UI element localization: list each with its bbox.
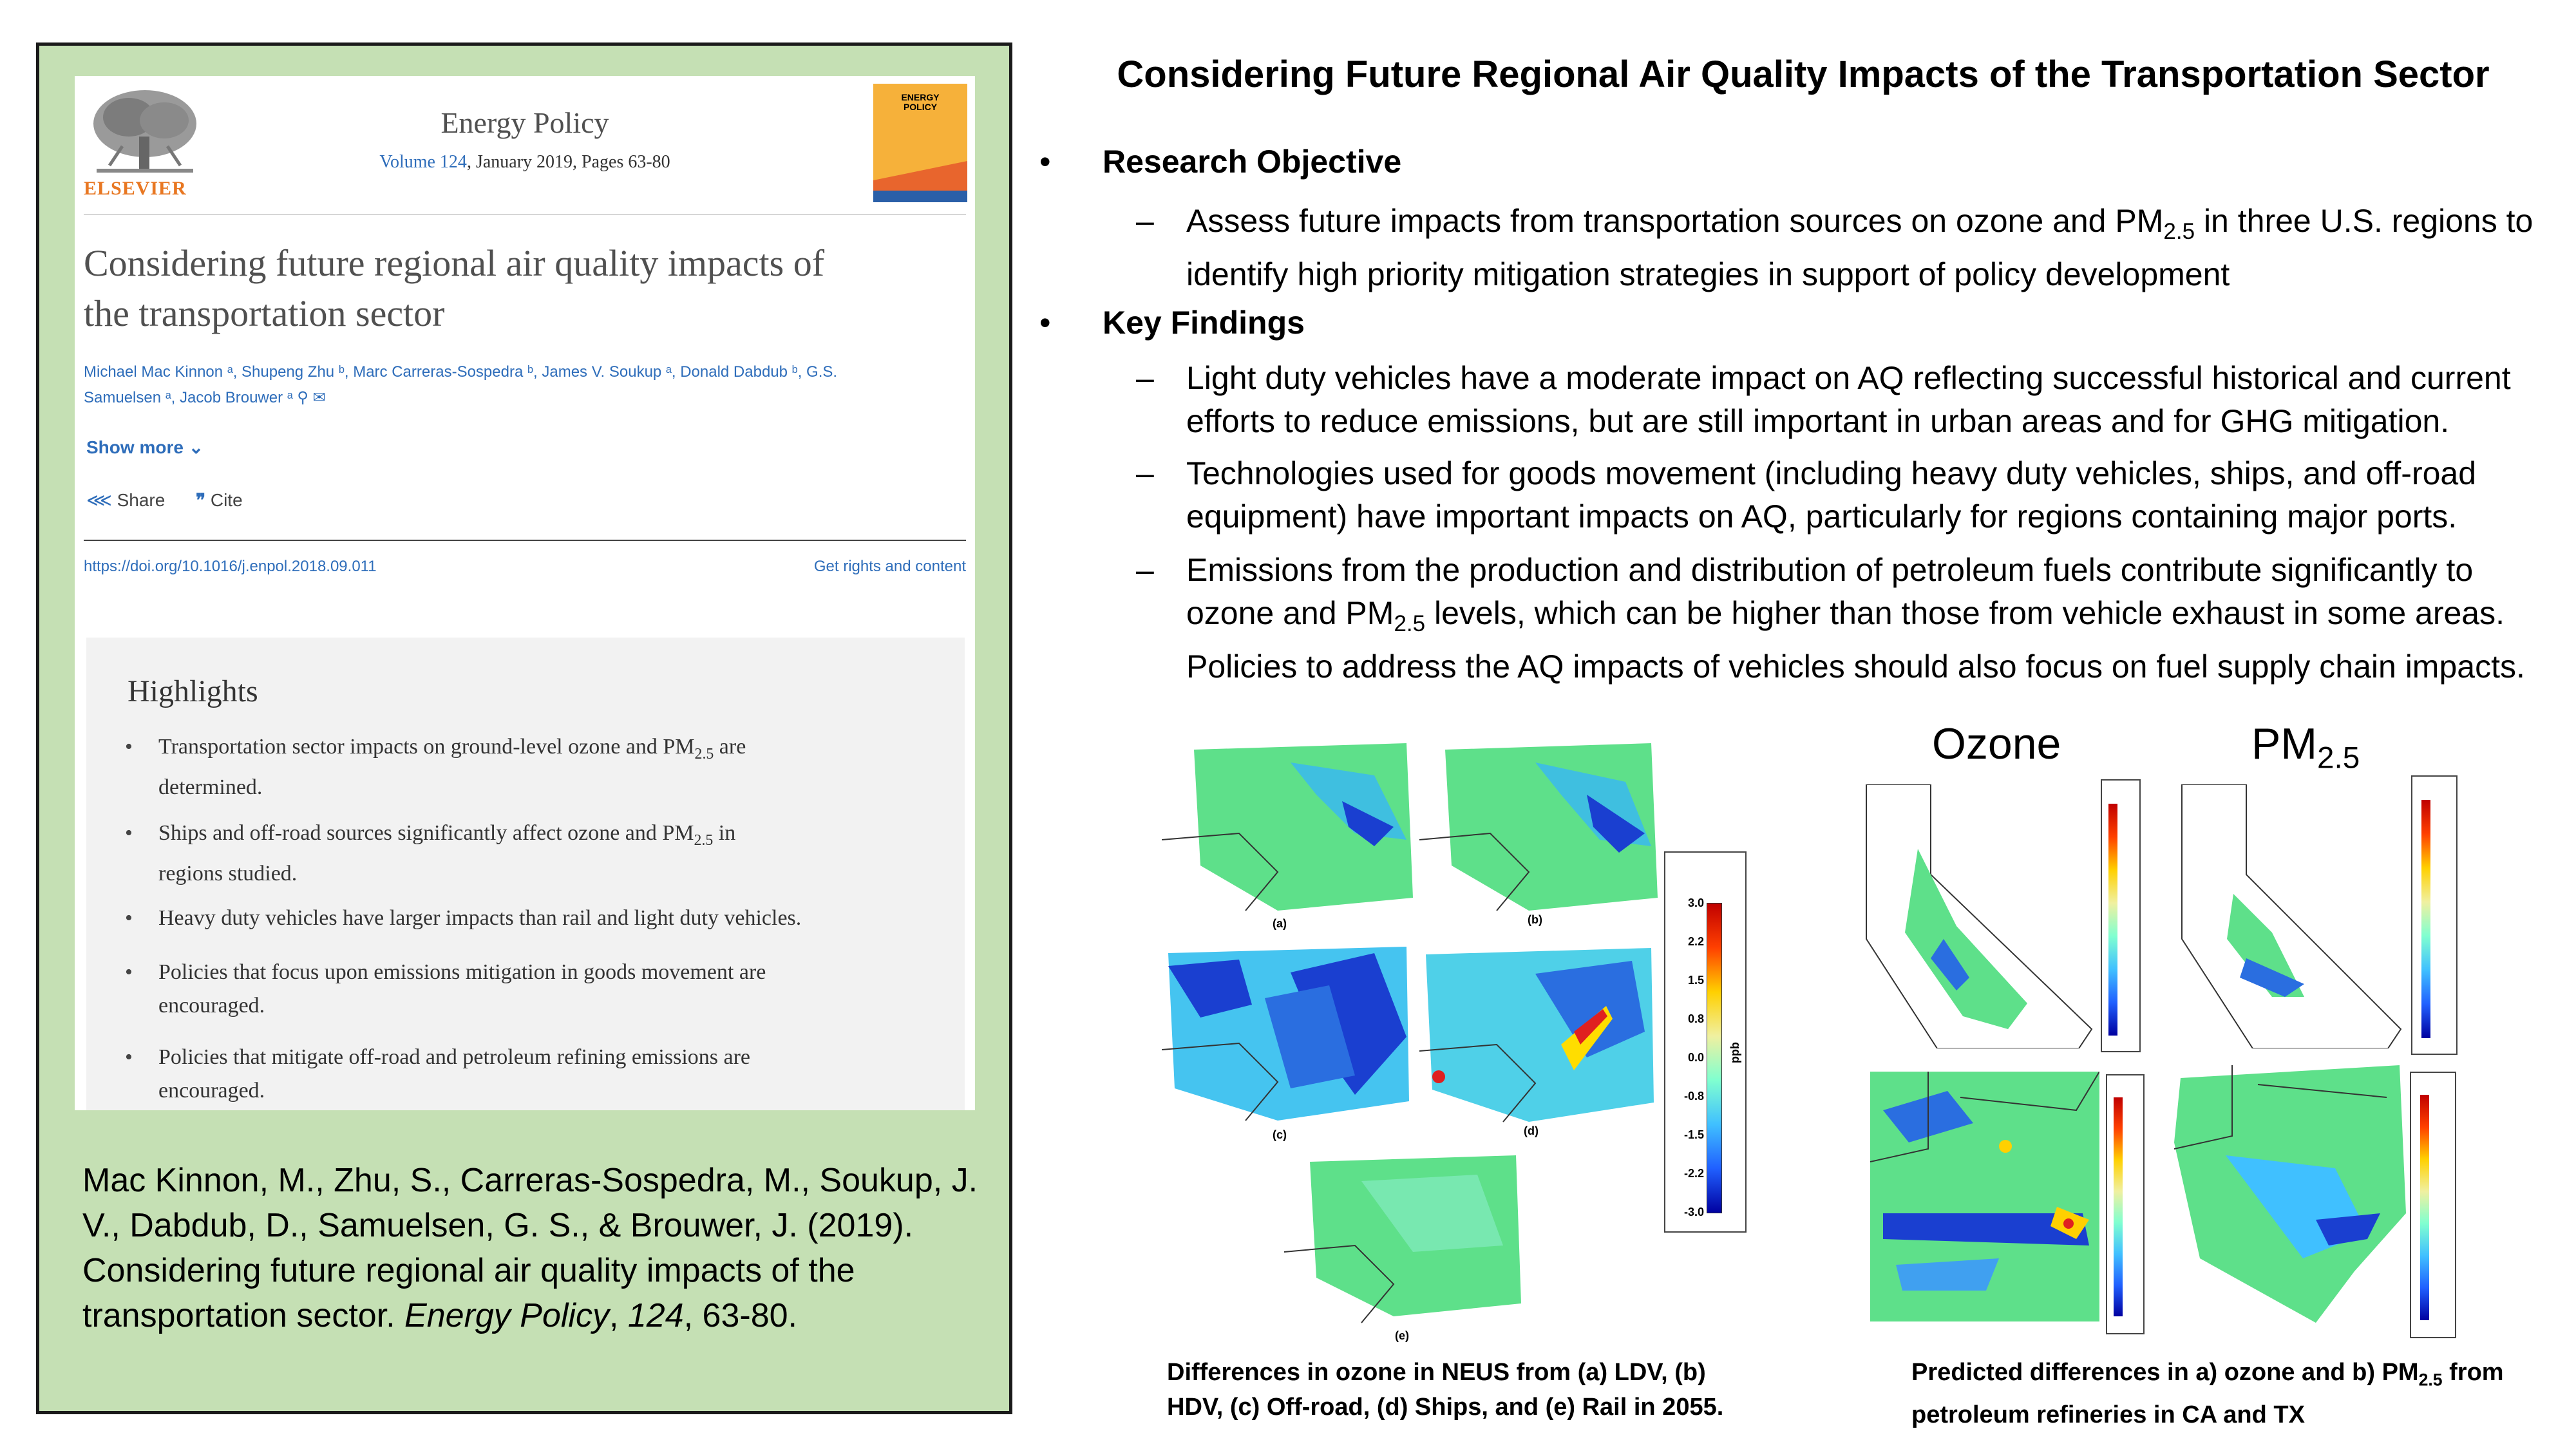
map-ldv [1162,737,1419,914]
article-title: Considering future regional air quality impacts of the transportation sector [84,242,825,334]
colorbar-tick: -3.0 [1683,1206,1704,1218]
map-label: (a) [1273,917,1287,930]
map-ca-ozone [1860,784,2099,1048]
colorbar-tick: 1.5 [1687,974,1704,987]
map-ca-pm [2175,784,2410,1048]
highlight-item: • Transportation sector impacts on ground-level ozone and $PM_{2.5}$ are determined. [158,730,931,804]
colorbar-tx-pm [2410,1072,2456,1338]
map-label: (d) [1524,1124,1539,1137]
citation-volume: 124 [627,1297,684,1334]
colorbar-tick: 2.2 [1687,935,1704,948]
colorbar-tick: -2.2 [1683,1167,1704,1180]
highlights-heading: Highlights [128,674,258,708]
map-label: (c) [1273,1128,1287,1141]
map-label: (e) [1395,1329,1409,1342]
map-tx-ozone [1870,1072,2099,1321]
colorbar-ozone-neus [1664,851,1747,1233]
journal-issue [75,152,975,173]
elsevier-wordmark: ELSEVIER [84,178,187,199]
colorbar-tick: 0.0 [1687,1051,1704,1064]
colorbar-tick: -1.5 [1683,1128,1704,1141]
cover-graphic [873,161,967,202]
colorbar-ca-ozone [2101,779,2141,1052]
objective-heading: • Research Objective [1103,143,1401,180]
map-label: (b) [1528,913,1542,926]
caption-left: Differences in ozone in NEUS from (a) LDV, (b) HDV, (c) Off-road, (d) Ships, and (e) Rail in 2055. [1167,1359,1724,1421]
map-tx-pm [2174,1065,2406,1323]
highlight-item: • Ships and off-road sources significantly affect ozone and $PM_{2.5}$ in regions studied. [158,817,931,891]
journal-name[interactable]: Energy Policy [440,106,609,139]
share-icon: ⋘ [86,490,112,510]
map-hdv [1419,737,1662,914]
map-offroad [1162,947,1409,1127]
ozone-heading: Ozone [1932,719,2061,768]
finding-item: – Light duty vehicles have a moderate impact on AQ reflecting successful historical and current efforts to reduce emissions, but are still important in urban areas and for GHG mitigation. [1186,357,2558,443]
caption-right: Predicted differences in a) ozone and b) $PM_{2.5}$ from petroleum refineries in CA and TX [1911,1359,2504,1428]
email-icon[interactable]: ✉ [312,389,326,406]
colorbar-unit: ppb [1728,1042,1741,1063]
map-ships [1419,948,1654,1126]
colorbar-ca-pm [2411,775,2458,1055]
chevron-down-icon: ⌄ [188,437,204,457]
findings-heading: • Key Findings [1103,304,1305,341]
share-button[interactable]: ⋘ Share [86,490,166,510]
citation-journal: Energy Policy [404,1297,609,1334]
quote-icon: ❞ [196,490,206,510]
highlight-item: • Policies that focus upon emissions mitigation in goods movement are encouraged. [158,956,931,1023]
objective-text: – Assess future impacts from transportation sources on ozone and $PM_{2.5}$ in three U.S. regions to identify high priority mitigation strategies in support of policy development [1186,200,2558,296]
highlight-item: • Policies that mitigate off-road and petroleum refining emissions are encouraged. [158,1041,931,1108]
issue-pages: , January 2019, Pages 63-80 [466,152,670,172]
colorbar-tick: 0.8 [1687,1012,1704,1025]
author-list[interactable]: Michael Mac Kinnon ᵃ, Shupeng Zhu ᵇ, Marc Carreras-Sospedra ᵇ, James V. Soukup ᵃ, Donald Dabdub ᵇ, G.S. Samuelsen ᵃ, Jacob Brouwer ᵃ ⚲ ✉ [84,363,838,406]
colorbar-tick: 3.0 [1687,896,1704,909]
colorbar-tick: -0.8 [1683,1090,1704,1103]
colorbar-tx-ozone [2106,1074,2145,1334]
rights-link[interactable]: Get rights and content [813,558,966,575]
highlight-item: • Heavy duty vehicles have larger impacts than rail and light duty vehicles. [158,902,931,935]
cover-title: ENERGY POLICY [901,92,940,112]
finding-item: – Technologies used for goods movement (including heavy duty vehicles, ships, and off-road equipment) have important impacts on AQ, particularly for regions containing major ports. [1186,452,2558,538]
highlights-box [86,638,965,1114]
page-title: Considering Future Regional Air Quality Impacts of the Transportation Sector [1117,53,2490,95]
finding-item: – Emissions from the production and distribution of petroleum fuels contribute significantly to ozone and $PM_{2.5}$ levels, which can be higher than those from vehicle exhaust in some areas. Policies to address the AQ impacts of vehicles should also focus on fuel supply chain impacts. [1186,549,2558,688]
citation: Mac Kinnon, M., Zhu, S., Carreras-Sospedra, M., Soukup, J. V., Dabdub, D., Samuelsen, G. S., & Brouwer, J. (2019). Considering future regional air quality impacts of the transportation sector. Energy Policy, 124, 63-80. [82,1162,978,1334]
journal-cover[interactable] [873,84,967,202]
show-more-button[interactable]: Show more ⌄ [86,437,204,457]
map-rail [1284,1155,1524,1325]
volume-link[interactable]: Volume 124 [379,152,467,172]
cite-button[interactable]: ❞ Cite [196,490,243,510]
person-icon: ⚲ [297,389,308,406]
doi-link[interactable]: https://doi.org/10.1016/j.enpol.2018.09.011 [84,558,377,575]
pm-heading: $PM_{2.5}$ [2251,719,2360,775]
